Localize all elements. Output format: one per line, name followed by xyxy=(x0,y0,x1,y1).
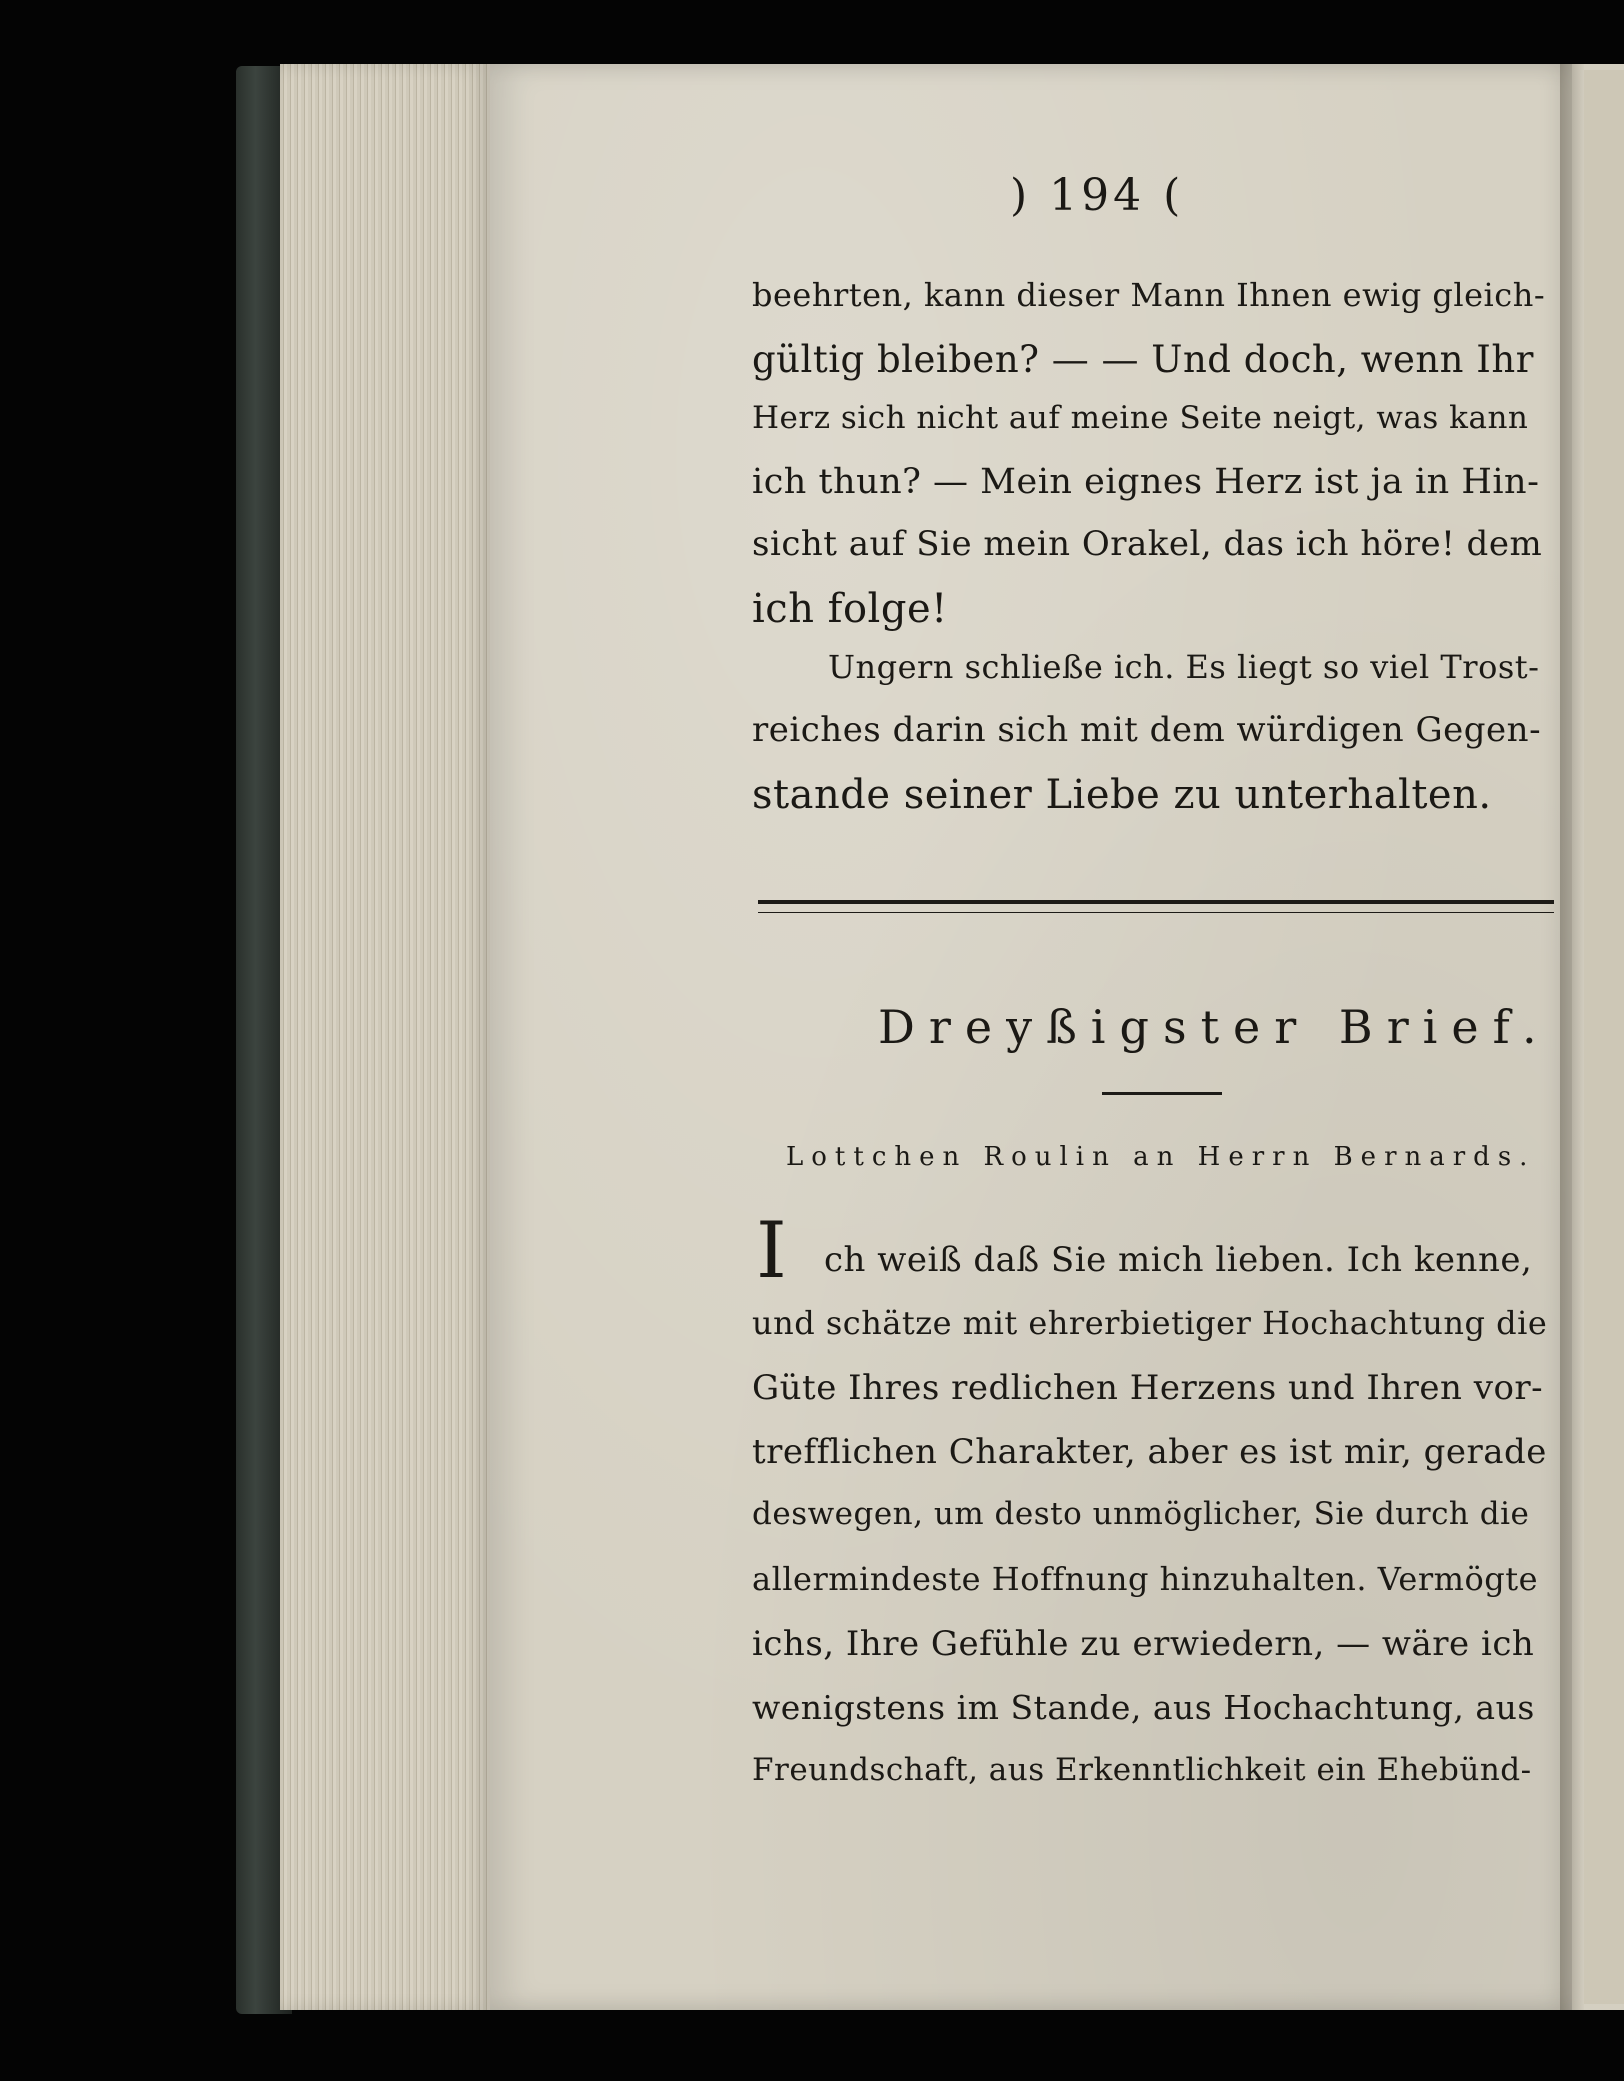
text-line-6: ich folge! xyxy=(752,586,948,632)
title-underline xyxy=(1102,1092,1222,1095)
page-gutter xyxy=(1560,64,1584,2010)
text-line-4: ich thun? — Mein eignes Herz ist ja in Hin- xyxy=(752,462,1540,502)
letter-line-3: Güte Ihres redlichen Herzens und Ihren vor- xyxy=(752,1368,1544,1408)
text-line-9: stande seiner Liebe zu unterhalten. xyxy=(752,772,1492,818)
letter-line-8: wenigstens im Stande, aus Hochachtung, aus xyxy=(752,1688,1535,1727)
letter-line-9: Freundschaft, aus Erkenntlichkeit ein Ehebünd- xyxy=(752,1752,1532,1788)
letter-line-6: allermindeste Hoffnung hinzuhalten. Vermögte xyxy=(752,1560,1539,1598)
page-header: ) 194 ( xyxy=(1010,170,1185,221)
text-line-3: Herz sich nicht auf meine Seite neigt, was kann xyxy=(752,400,1529,436)
letter-line-1: ch weiß daß Sie mich lieben. Ich kenne, xyxy=(824,1240,1533,1280)
drop-cap: I xyxy=(756,1206,787,1296)
letter-title: Dreyßigster Brief. xyxy=(878,1000,1551,1054)
letter-line-4: trefflichen Charakter, aber es ist mir, gerade xyxy=(752,1432,1547,1472)
section-divider xyxy=(758,900,1554,913)
text-line-5: sicht auf Sie mein Orakel, das ich höre! dem xyxy=(752,524,1543,564)
letter-addressee: Lottchen Roulin an Herrn Bernards. xyxy=(786,1142,1536,1172)
text-line-1: beehrten, kann dieser Mann Ihnen ewig gleich- xyxy=(752,276,1546,314)
page-stack-edges xyxy=(280,64,490,2010)
text-line-2: gültig bleiben? — — Und doch, wenn Ihr xyxy=(752,338,1534,381)
letter-line-5: deswegen, um desto unmöglicher, Sie durch die xyxy=(752,1496,1530,1532)
text-line-7: Ungern schließe ich. Es liegt so viel Trost- xyxy=(828,648,1540,686)
letter-line-7: ichs, Ihre Gefühle zu erwiedern, — wäre ich xyxy=(752,1624,1535,1664)
text-line-8: reiches darin sich mit dem würdigen Gegen- xyxy=(752,710,1542,750)
letter-line-2: und schätze mit ehrerbietiger Hochachtung die xyxy=(752,1304,1548,1342)
facing-page-edge xyxy=(1584,70,1624,2004)
